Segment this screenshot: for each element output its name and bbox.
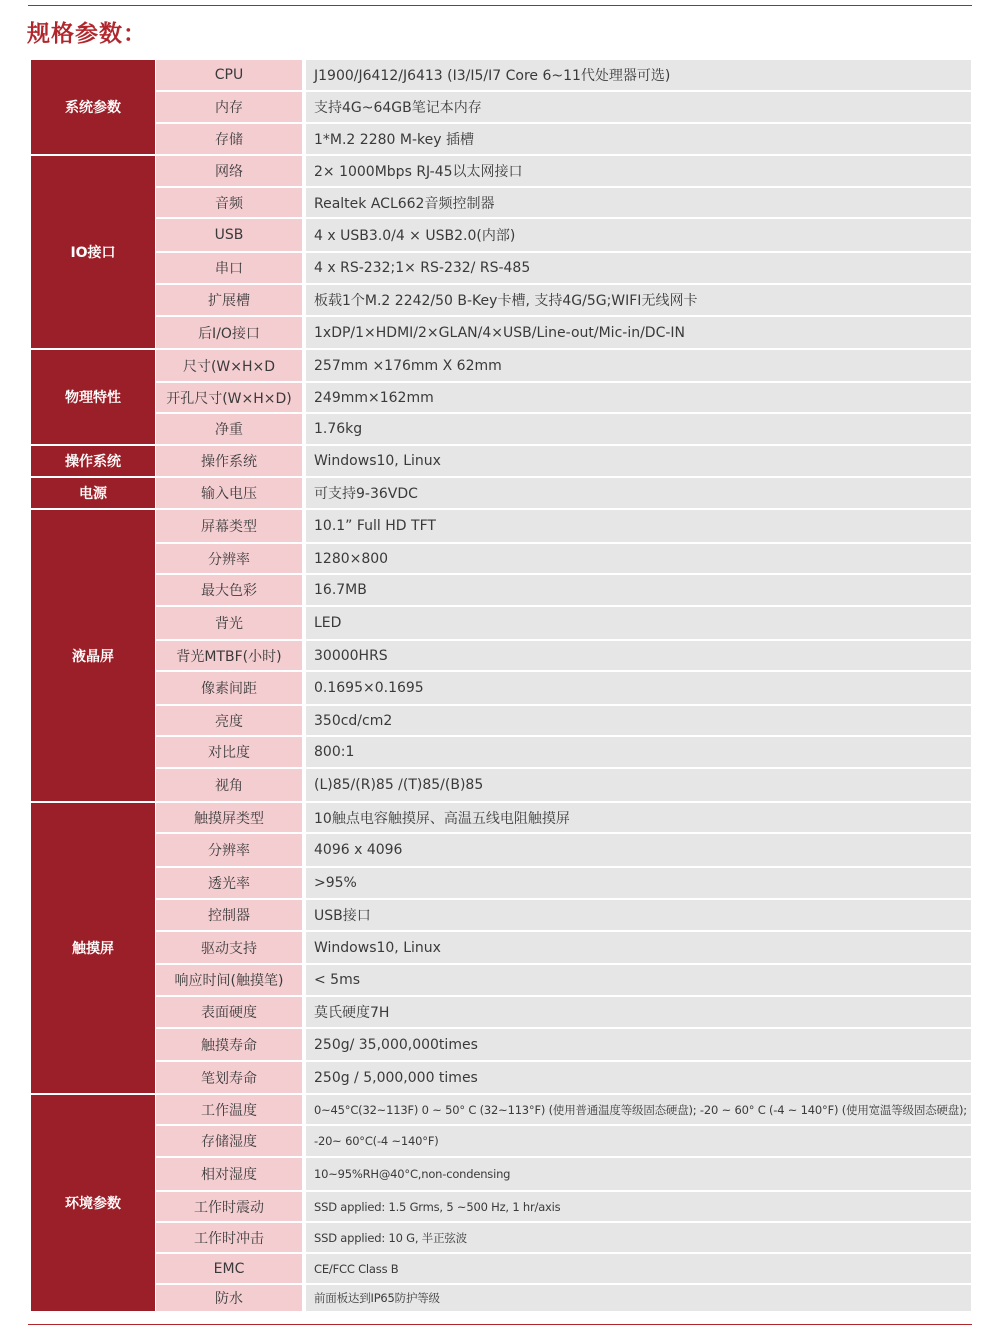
spec-row [31,218,971,252]
spec-key: CPU [156,60,305,91]
spec-value: CE/FCC Class B [304,1253,971,1284]
spec-value: 16.7MB [304,574,971,606]
section-label: IO接口 [31,155,156,349]
spec-value: 250g/ 35,000,000times [304,1028,971,1061]
spec-row [31,1125,971,1157]
spec-key: 网络 [156,155,305,187]
spec-key: 响应时间(触摸笔) [156,964,305,996]
spec-key: EMC [156,1253,305,1284]
spec-row [31,606,971,640]
spec-key: 视角 [156,768,305,802]
spec-key: 输入电压 [156,477,305,509]
spec-row [31,477,971,509]
spec-row [31,382,971,413]
spec-row [31,1253,971,1284]
spec-key: 音频 [156,187,305,218]
spec-value: 4096 x 4096 [304,833,971,867]
spec-value: USB接口 [304,899,971,931]
spec-table [31,60,971,1313]
bottom-divider [28,1324,972,1325]
spec-row [31,349,971,382]
spec-value: 1280×800 [304,543,971,574]
spec-key: 背光 [156,606,305,640]
section-label: 物理特性 [31,349,156,445]
spec-value: -20~ 60°C(-4 ~140°F) [304,1125,971,1157]
spec-key: 对比度 [156,736,305,768]
spec-key: 存储 [156,123,305,155]
spec-key: 存储湿度 [156,1125,305,1157]
spec-value: Windows10, Linux [304,445,971,477]
spec-row [31,252,971,284]
spec-value: 2× 1000Mbps RJ-45以太网接口 [304,155,971,187]
spec-key: 净重 [156,413,305,445]
spec-key: 透光率 [156,867,305,899]
spec-key: 笔划寿命 [156,1061,305,1094]
spec-key: 驱动支持 [156,931,305,964]
spec-key: 后I/O接口 [156,316,305,349]
spec-key: 背光MTBF(小时) [156,640,305,671]
spec-value: Realtek ACL662音频控制器 [304,187,971,218]
spec-value: 1*M.2 2280 M-key 插槽 [304,123,971,155]
section-label: 触摸屏 [31,802,156,1094]
spec-row [31,768,971,802]
spec-value: (L)85/(R)85 /(T)85/(B)85 [304,768,971,802]
spec-row [31,996,971,1028]
spec-value: 0~45°C(32~113F) 0 ~ 50° C (32~113°F) (使用普通温度等级固态硬盘); -20 ~ 60° C (-4 ~ 140°F) (使用宽温等级固态硬盘); [304,1094,971,1125]
spec-row [31,187,971,218]
spec-value: 可支持9-36VDC [304,477,971,509]
spec-key: 尺寸(W×H×D [156,349,305,382]
spec-key: 防水 [156,1284,305,1312]
spec-key: 工作温度 [156,1094,305,1125]
spec-row [31,736,971,768]
spec-row [31,640,971,671]
spec-row [31,509,971,543]
spec-row [31,574,971,606]
spec-value: Windows10, Linux [304,931,971,964]
spec-value: SSD applied: 1.5 Grms, 5 ~500 Hz, 1 hr/axis [304,1191,971,1222]
spec-value: 板载1个M.2 2242/50 B-Key卡槽, 支持4G/5G;WIFI无线网卡 [304,284,971,316]
spec-key: 触摸寿命 [156,1028,305,1061]
spec-row [31,1157,971,1191]
section-label: 系统参数 [31,60,156,155]
spec-key: 分辨率 [156,833,305,867]
section-label: 环境参数 [31,1094,156,1312]
spec-value: J1900/J6412/J6413 (I3/I5/I7 Core 6~11代处理器可选) [304,60,971,91]
spec-row [31,931,971,964]
spec-key: 工作时冲击 [156,1222,305,1253]
spec-row [31,91,971,123]
spec-row [31,123,971,155]
spec-row [31,445,971,477]
spec-row [31,60,971,91]
spec-key: 触摸屏类型 [156,802,305,833]
spec-key: 串口 [156,252,305,284]
spec-value: 249mm×162mm [304,382,971,413]
spec-value: 10~95%RH@40°C,non-condensing [304,1157,971,1191]
spec-value: 10触点电容触摸屏、高温五线电阻触摸屏 [304,802,971,833]
spec-key: 内存 [156,91,305,123]
spec-value: 1.76kg [304,413,971,445]
spec-key: 控制器 [156,899,305,931]
spec-key: USB [156,218,305,252]
section-label: 操作系统 [31,445,156,477]
spec-key: 亮度 [156,705,305,736]
spec-key: 表面硬度 [156,996,305,1028]
spec-value: 前面板达到IP65防护等级 [304,1284,971,1312]
top-divider [28,5,972,6]
spec-value: 0.1695×0.1695 [304,671,971,705]
spec-value: 莫氏硬度7H [304,996,971,1028]
spec-row [31,543,971,574]
spec-row [31,1028,971,1061]
spec-row [31,671,971,705]
spec-row [31,833,971,867]
spec-row [31,867,971,899]
spec-value: 800:1 [304,736,971,768]
spec-row [31,802,971,833]
spec-row [31,155,971,187]
spec-key: 开孔尺寸(W×H×D) [156,382,305,413]
spec-row [31,316,971,349]
spec-value: 350cd/cm2 [304,705,971,736]
spec-row [31,1094,971,1125]
spec-key: 最大色彩 [156,574,305,606]
spec-value: LED [304,606,971,640]
spec-key: 像素间距 [156,671,305,705]
spec-row [31,1284,971,1312]
spec-value: 250g / 5,000,000 times [304,1061,971,1094]
spec-row [31,1222,971,1253]
spec-row [31,1061,971,1094]
spec-row [31,284,971,316]
spec-value: 支持4G~64GB笔记本内存 [304,91,971,123]
page-title: 规格参数： [27,21,147,47]
spec-row [31,1191,971,1222]
spec-key: 工作时震动 [156,1191,305,1222]
spec-value: 10.1” Full HD TFT [304,509,971,543]
spec-key: 操作系统 [156,445,305,477]
spec-value: 4 x USB3.0/4 × USB2.0(内部) [304,218,971,252]
spec-value: < 5ms [304,964,971,996]
spec-row [31,964,971,996]
spec-key: 相对湿度 [156,1157,305,1191]
spec-row [31,413,971,445]
spec-value: 1xDP/1×HDMI/2×GLAN/4×USB/Line-out/Mic-in/DC-IN [304,316,971,349]
section-label: 液晶屏 [31,509,156,802]
spec-key: 扩展槽 [156,284,305,316]
spec-key: 分辨率 [156,543,305,574]
spec-value: 4 x RS-232;1× RS-232/ RS-485 [304,252,971,284]
spec-key: 屏幕类型 [156,509,305,543]
spec-row [31,899,971,931]
spec-value: >95% [304,867,971,899]
spec-value: 257mm ×176mm X 62mm [304,349,971,382]
section-label: 电源 [31,477,156,509]
spec-value: SSD applied: 10 G, 半正弦波 [304,1222,971,1253]
spec-row [31,705,971,736]
spec-value: 30000HRS [304,640,971,671]
